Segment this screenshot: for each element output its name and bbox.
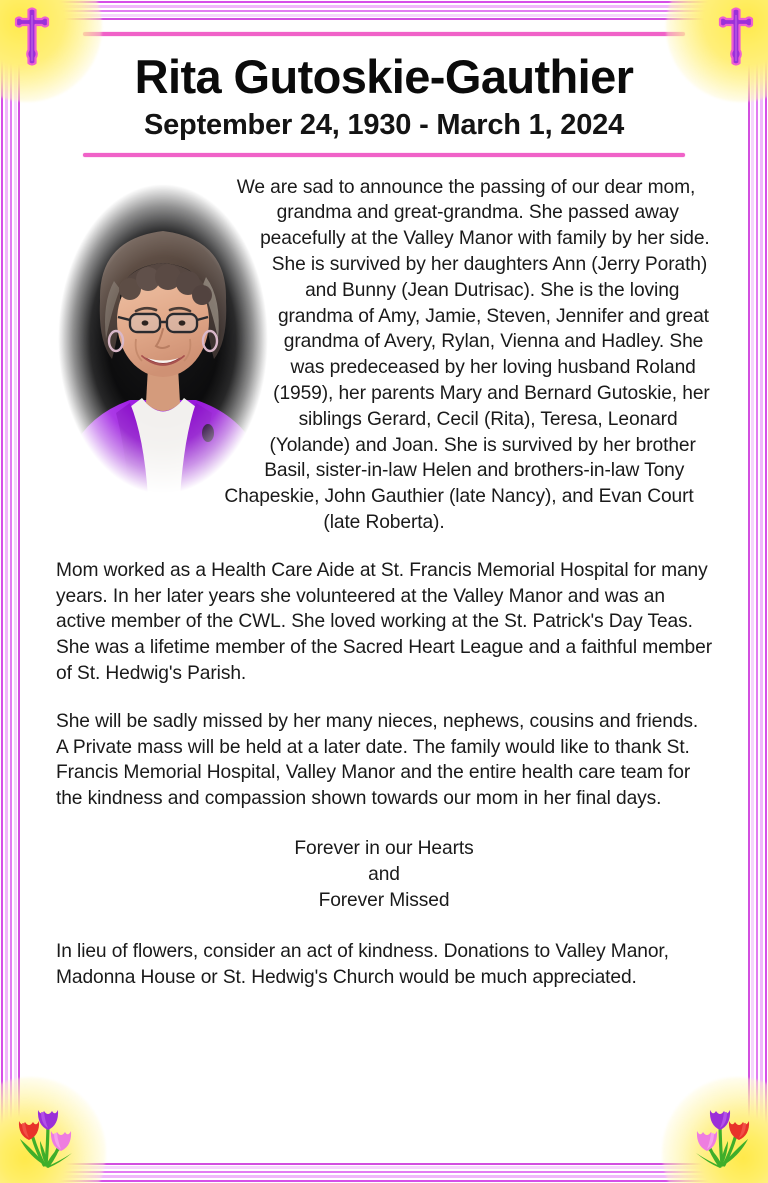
memorial-stanza (56, 836, 712, 913)
obituary-body (56, 175, 712, 991)
obituary-paragraph-1: We are sad to announce the passing of our dear mom, grandma and great-grandma. She passed away peacefully at the Valley Manor with family by her side. She is survived by her daughters Ann (Jerry Porath) and Bunny (Jean Dutrisac). She is the loving grandma of Amy, Jamie, Steven, Jennifer and great grandma of Avery, Rylan, Vienna and Hadley. She was predeceased by her loving husband Roland (1959), her parents Mary and Bernard Gutoskie, her siblings Gerard, Cecil (Rita), Teresa, Leonard (Yolande) and Joan. She is survived by her brother Basil, sister-in-law Helen and brothers-in-law Tony Chapeskie, John Gauthier (late Nancy), and Evan Court (late Roberta). (224, 176, 710, 533)
portrait-photo (56, 181, 270, 497)
life-dates: September 24, 1930 - March 1, 2024 (143, 108, 625, 141)
obituary-paragraph-2: Mom worked as a Health Care Aide at St. Francis Memorial Hospital for many years. In her later years she volunteered at the Valley Manor and was an active member of the CWL. She loved working at the St. Patrick's Day Teas. She was a lifetime member of the Sacred Heart League and a faithful member of St. Hedwig's Parish. (56, 559, 712, 684)
portrait-frame (56, 181, 270, 497)
divider-rule-top (83, 32, 685, 36)
divider-rule-bottom (83, 153, 685, 157)
obituary-paragraph-3: She will be sadly missed by her many nieces, nephews, cousins and friends. A Private mass will be held at a later date. The family would like to thank St. Francis Memorial Hospital, Valley Manor and the entire health care team for the kindness and compassion shown towards our mom in her final days. (56, 710, 699, 810)
page-title: Rita Gutoskie-Gauthier (134, 50, 634, 103)
stanza-line-2: and (368, 863, 400, 885)
portrait-illustration (56, 181, 270, 497)
stanza-line-3: Forever Missed (318, 889, 450, 911)
obituary-paragraph-4: In lieu of flowers, consider an act of kindness. Donations to Valley Manor, Madonna House or St. Hedwig's Church would be much appreciated. (56, 941, 669, 989)
stanza-line-1: Forever in our Hearts (294, 837, 474, 859)
